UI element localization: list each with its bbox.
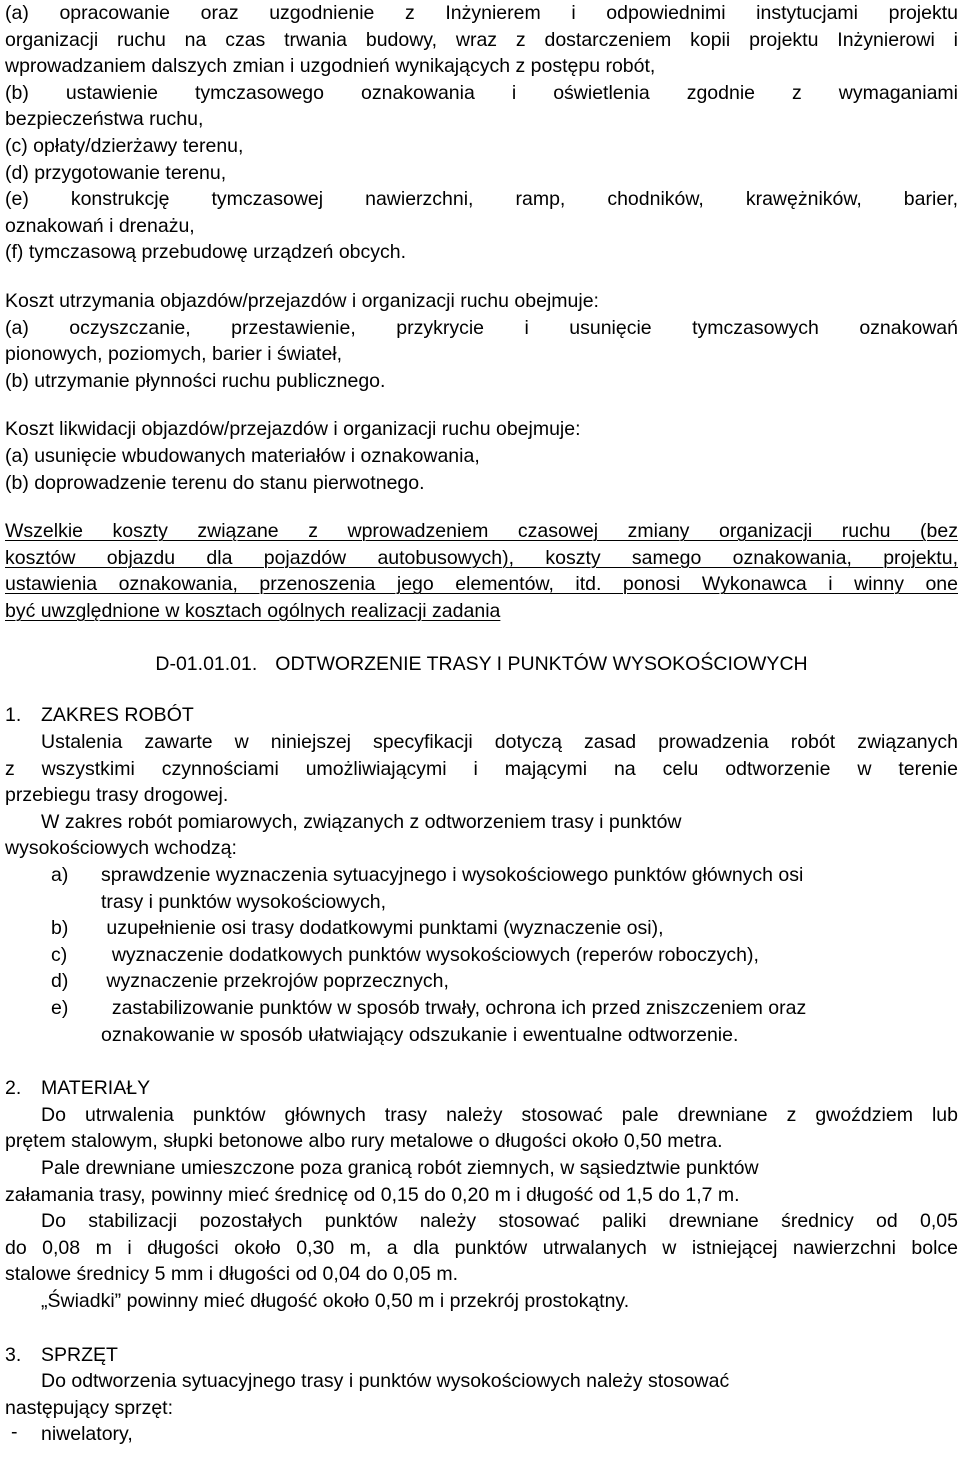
list-item-text: wyznaczenie dodatkowych punktów wysokościowych (reperów roboczych), <box>101 943 759 966</box>
section-heading <box>5 702 958 729</box>
list-item-f: (f) tymczasową przebudowę urządzeń obcych. <box>5 241 407 264</box>
list-item-label: c) <box>51 943 68 966</box>
paragraph-line: z wszystkimi czynnościami umożliwiającymi i mającymi na celu odtworzenie w terenie <box>5 757 958 780</box>
spec-code: D-01.01.01. <box>155 653 258 676</box>
section-3 <box>5 1342 958 1448</box>
list-item <box>51 915 958 942</box>
liquidation-item-a: (a) usunięcie wbudowanych materiałów i oznakowania, <box>5 444 480 467</box>
paragraph-line: do 0,08 m i długości około 0,30 m, a dla punktów utrwalanych w istniejącej nawierzchni bolce <box>5 1236 958 1259</box>
spec-heading <box>5 650 958 678</box>
list-item-label: e) <box>51 997 69 1019</box>
costs-paragraph <box>5 518 958 624</box>
list-item-text: trasy i punktów wysokościowych, <box>101 890 387 913</box>
list-item-e-line: oznakowań i drenażu, <box>5 214 195 237</box>
maintenance-title: Koszt utrzymania objazdów/przejazdów i organizacji ruchu obejmuje: <box>5 289 599 312</box>
liquidation-item-b: (b) doprowadzenie terenu do stanu pierwotnego. <box>5 471 425 494</box>
paragraph-line: Do odtworzenia sytuacyjnego trasy i punktów wysokościowych należy stosować <box>41 1370 730 1393</box>
list-item-a-line: organizacji ruchu na czas trwania budowy, wraz z dostarczeniem kopii projektu Inżynierowi i <box>5 28 958 51</box>
list-item-text: wyznaczenie przekrojów poprzecznych, <box>101 970 449 993</box>
section-title: SPRZĘT <box>41 1343 118 1366</box>
paragraph-line: Ustalenia zawarte w niniejszej specyfikacji dotyczą zasad prowadzenia robót związanych <box>41 731 958 754</box>
survey-scope-list <box>5 862 958 1048</box>
list-item-label: b) <box>51 917 69 940</box>
paragraph-line: załamania trasy, powinny mieć średnicę od 0,15 do 0,20 m i długość od 1,5 do 1,7 m. <box>5 1183 740 1206</box>
list-item-d: (d) przygotowanie terenu, <box>5 161 227 184</box>
list-item-text: zastabilizowanie punktów w sposób trwały, ochrona ich przed zniszczeniem oraz <box>101 997 807 1019</box>
section-number: 3. <box>5 1343 22 1366</box>
paragraph-line: stalowe średnicy 5 mm i długości od 0,04 do 0,05 m. <box>5 1263 459 1286</box>
costs-line: ustawienia oznakowania, przenoszenia jego elementów, itd. ponosi Wykonawca i winny one <box>5 573 958 596</box>
list-item-text: uzupełnienie osi trasy dodatkowymi punktami (wyznaczenie osi), <box>101 917 664 940</box>
dash-label: - <box>11 1421 18 1444</box>
organization-scope-list <box>5 0 958 266</box>
paragraph-line: następujący sprzęt: <box>5 1396 174 1419</box>
paragraph-line: „Świadki” powinny mieć długość około 0,50 m i przekrój prostokątny. <box>41 1289 630 1312</box>
section-number: 1. <box>5 704 22 727</box>
list-item-label: a) <box>51 864 69 887</box>
paragraph-line: Do utrwalenia punktów głównych trasy należy stosować pale drewniane z gwoździem lub <box>41 1103 958 1126</box>
paragraph-line: prętem stalowym, słupki betonowe albo rury metalowe o długości około 0,50 metra. <box>5 1130 723 1153</box>
liquidation-title: Koszt likwidacji objazdów/przejazdów i organizacji ruchu obejmuje: <box>5 418 581 441</box>
spec-title: ODTWORZENIE TRASY I PUNKTÓW WYSOKOŚCIOWYCH <box>275 653 808 676</box>
maintenance-item-b: (b) utrzymanie płynności ruchu publicznego. <box>5 369 386 392</box>
maintenance-cost-block <box>5 288 958 394</box>
costs-line: Wszelkie koszty związane z wprowadzeniem czasowej zmiany organizacji ruchu (bez <box>5 520 958 543</box>
section-title: MATERIAŁY <box>41 1077 151 1100</box>
maintenance-item-a-line: (a) oczyszczanie, przestawienie, przykrycie i usunięcie tymczasowych oznakowań <box>5 316 958 339</box>
list-item-e-line: (e) konstrukcję tymczasowej nawierzchni, ramp, chodników, krawężników, barier, <box>5 188 958 211</box>
section-2 <box>5 1075 958 1314</box>
list-item-b-line: (b) ustawienie tymczasowego oznakowania i oświetlenia zgodnie z wymaganiami <box>5 81 958 104</box>
list-item <box>51 995 958 1048</box>
paragraph-line: wysokościowych wchodzą: <box>5 837 237 860</box>
list-item <box>51 862 958 915</box>
section-heading <box>5 1342 958 1369</box>
list-item-text: oznakowanie w sposób ułatwiający odszukanie i ewentualne odtworzenie. <box>101 1023 739 1046</box>
section-heading <box>5 1075 958 1102</box>
list-item-c: (c) opłaty/dzierżawy terenu, <box>5 134 244 157</box>
section-1 <box>5 702 958 1048</box>
list-item-text: niwelatory, <box>41 1423 133 1446</box>
list-item <box>51 968 958 995</box>
list-item-a-line: (a) opracowanie oraz uzgodnienie z Inżynierem i odpowiednimi instytucjami projektu <box>5 2 958 24</box>
section-title: ZAKRES ROBÓT <box>41 704 194 727</box>
document-page <box>5 0 958 1448</box>
list-item-b-line: bezpieczeństwa ruchu, <box>5 108 204 131</box>
maintenance-item-a-line: pionowych, poziomych, barier i świateł, <box>5 343 343 366</box>
list-item <box>5 1421 958 1448</box>
paragraph-line: Pale drewniane umieszczone poza granicą robót ziemnych, w sąsiedztwie punktów <box>41 1156 759 1179</box>
costs-line: być uwzględnione w kosztach ogólnych realizacji zadania <box>5 599 501 622</box>
paragraph-line: W zakres robót pomiarowych, związanych z odtworzeniem trasy i punktów <box>41 810 682 833</box>
paragraph-line: przebiegu trasy drogowej. <box>5 784 229 807</box>
section-number: 2. <box>5 1077 22 1100</box>
list-item-text: sprawdzenie wyznaczenia sytuacyjnego i wysokościowego punktów głównych osi <box>101 864 804 887</box>
list-item <box>51 942 958 969</box>
paragraph-line: Do stabilizacji pozostałych punktów należy stosować paliki drewniane średnicy od 0,05 <box>41 1210 958 1233</box>
list-item-a-line: wprowadzaniem dalszych zmian i uzgodnień wynikających z postępu robót, <box>5 55 656 78</box>
list-item-label: d) <box>51 970 69 993</box>
costs-line: kosztów objazdu dla pojazdów autobusowych), koszty samego oznakowania, projektu, <box>5 546 958 569</box>
liquidation-cost-block <box>5 416 958 496</box>
